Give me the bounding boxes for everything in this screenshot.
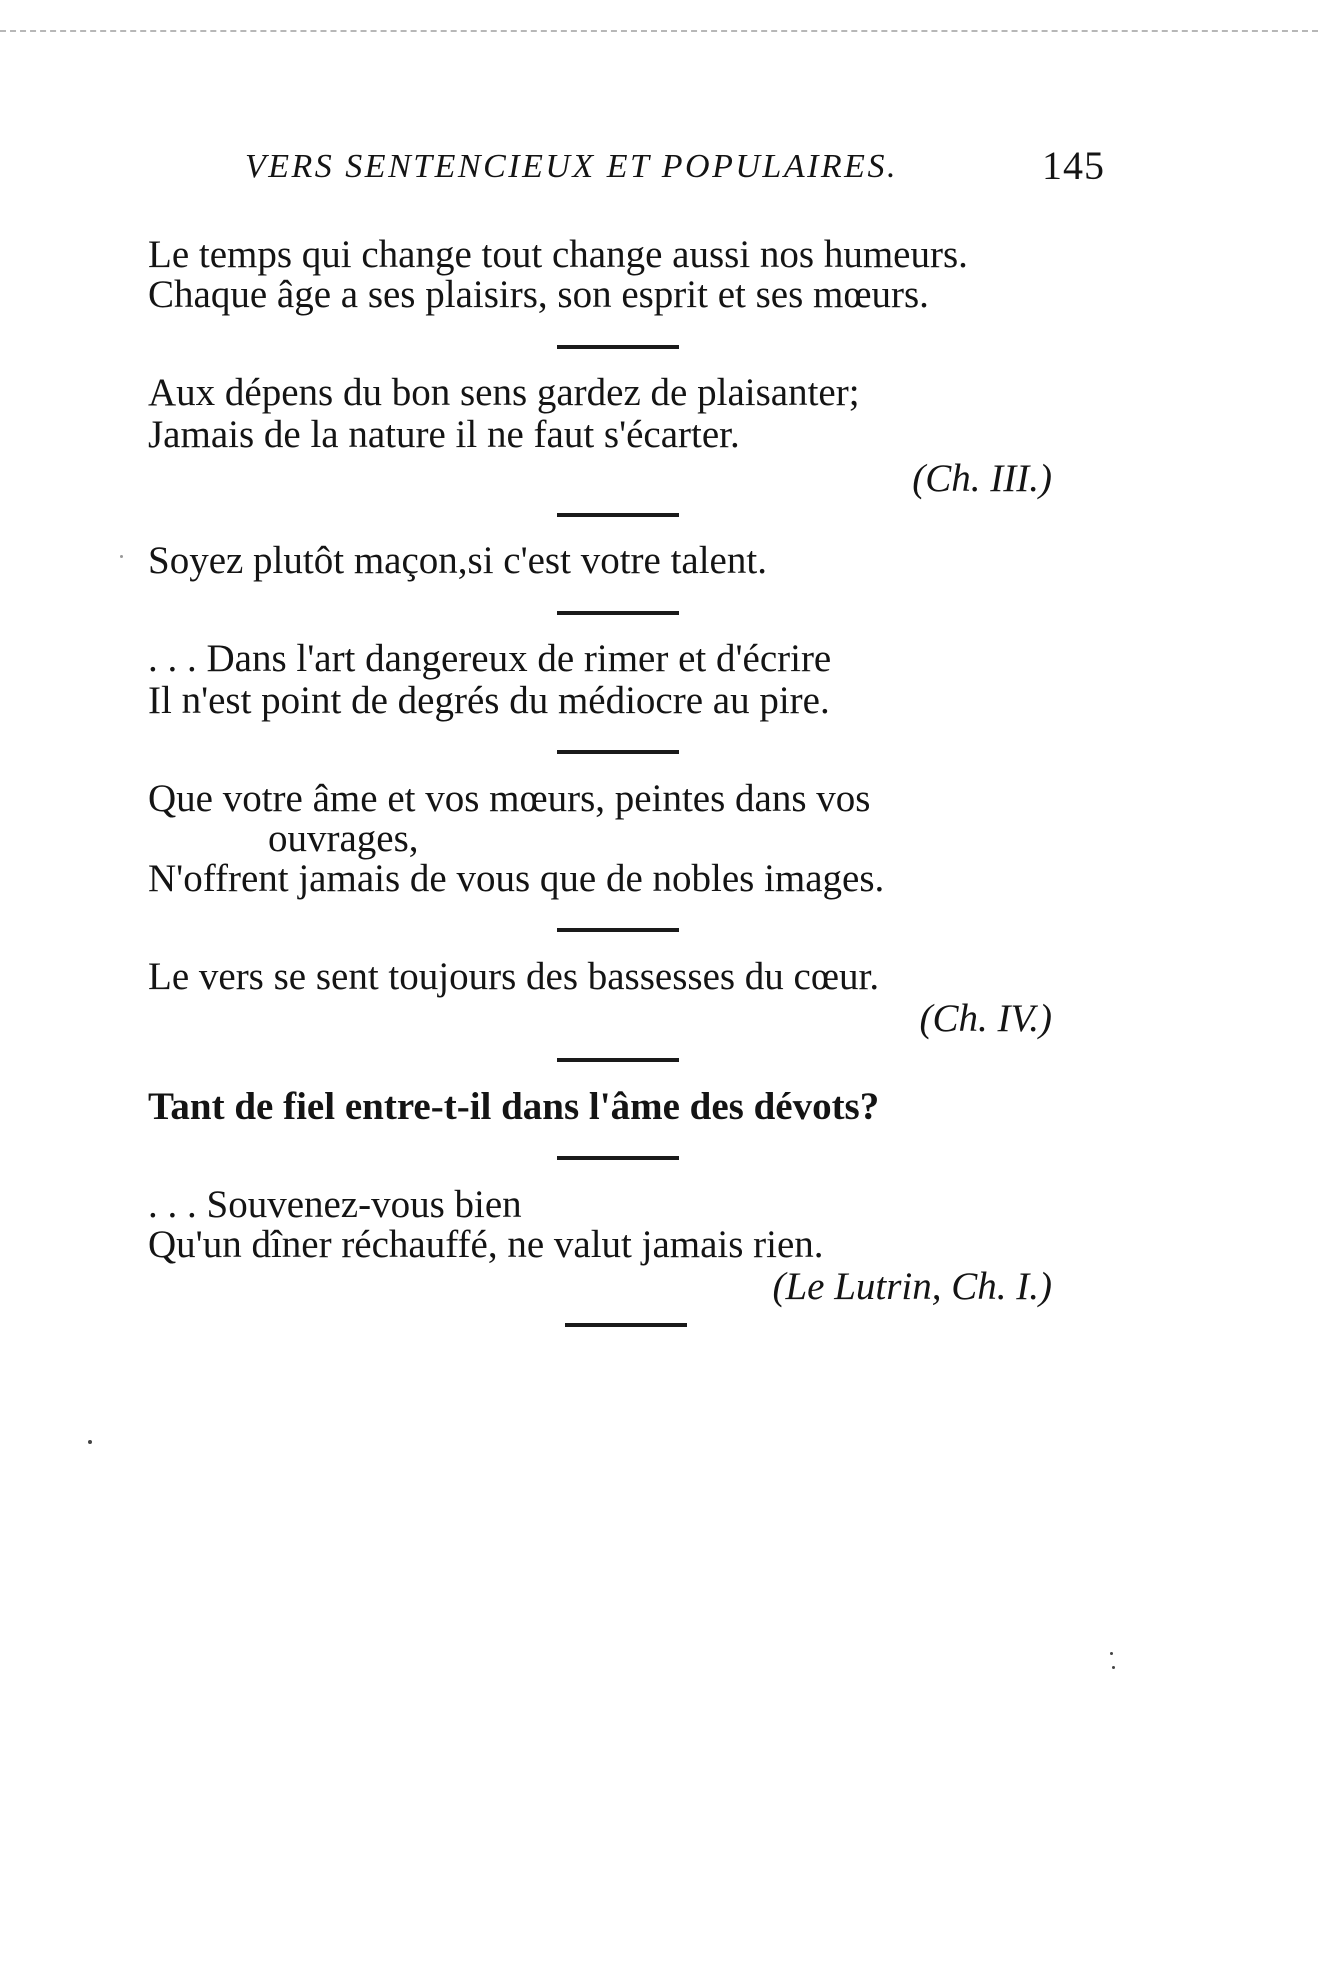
separator-rule (557, 750, 679, 754)
verse-line: . . . Souvenez-vous bien (148, 1183, 522, 1226)
separator-rule (557, 345, 679, 349)
separator-rule (557, 928, 679, 932)
verse-line: N'offrent jamais de vous que de nobles images. (148, 857, 885, 900)
citation: (Le Lutrin, Ch. I.) (772, 1265, 1052, 1308)
verse-line: Le temps qui change tout change aussi nos humeurs. (148, 233, 968, 276)
separator-rule (557, 513, 679, 517)
scan-speck (88, 1440, 92, 1444)
scan-speck (1110, 1652, 1113, 1655)
verse-line: Il n'est point de degrés du médiocre au pire. (148, 679, 830, 722)
verse-line: Jamais de la nature il ne faut s'écarter. (148, 413, 740, 456)
verse-line-continuation: ouvrages, (268, 817, 419, 860)
verse-line: Soyez plutôt maçon,si c'est votre talent. (148, 539, 767, 582)
page-number: 145 (1042, 143, 1105, 188)
verse-line: Chaque âge a ses plaisirs, son esprit et ses mœurs. (148, 273, 929, 316)
citation: (Ch. III.) (912, 457, 1052, 500)
verse-line: Que votre âme et vos mœurs, peintes dans vos (148, 777, 871, 820)
scan-speck (120, 555, 123, 558)
separator-rule (565, 1323, 687, 1327)
verse-line: Tant de fiel entre-t-il dans l'âme des dévots? (148, 1085, 880, 1128)
running-title: VERS SENTENCIEUX ET POPULAIRES. (245, 148, 898, 185)
verse-line: Qu'un dîner réchauffé, ne valut jamais rien. (148, 1223, 824, 1266)
separator-rule (557, 611, 679, 615)
verse-line: . . . Dans l'art dangereux de rimer et d'écrire (148, 637, 832, 680)
verse-line: Aux dépens du bon sens gardez de plaisanter; (148, 371, 860, 414)
citation: (Ch. IV.) (919, 997, 1052, 1040)
separator-rule (557, 1058, 679, 1062)
verse-line: Le vers se sent toujours des bassesses du cœur. (148, 955, 880, 998)
scan-speck (1112, 1666, 1115, 1669)
separator-rule (557, 1156, 679, 1160)
